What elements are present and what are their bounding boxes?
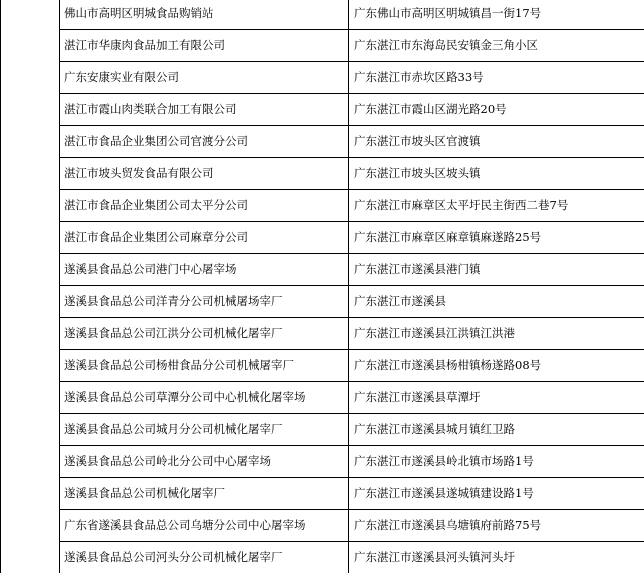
enterprise-name-cell: 湛江市食品企业集团公司麻章分公司 <box>60 222 349 254</box>
address-cell: 广东湛江市遂溪县城月镇红卫路 <box>349 414 644 446</box>
index-cell <box>1 222 60 254</box>
enterprise-name-cell: 遂溪县食品总公司杨柑食品分公司机械屠宰厂 <box>60 350 349 382</box>
enterprise-name-cell: 佛山市高明区明城食品购销站 <box>60 0 349 30</box>
index-cell <box>1 382 60 414</box>
index-cell <box>1 318 60 350</box>
address-cell: 广东湛江市霞山区湖光路20号 <box>349 94 644 126</box>
enterprise-name-cell: 遂溪县食品总公司洋青分公司机械屠场宰厂 <box>60 286 349 318</box>
index-cell <box>1 62 60 94</box>
table-row <box>1 62 644 94</box>
index-cell <box>1 158 60 190</box>
enterprise-name-cell: 遂溪县食品总公司草潭分公司中心机械化屠宰场 <box>60 382 349 414</box>
address-cell: 广东湛江市麻章区太平圩民主街西二巷7号 <box>349 190 644 222</box>
address-cell: 广东湛江市赤坎区路33号 <box>349 62 644 94</box>
address-cell: 广东湛江市遂溪县草潭圩 <box>349 382 644 414</box>
enterprise-name-cell: 湛江市霞山肉类联合加工有限公司 <box>60 94 349 126</box>
address-cell: 广东湛江市东海岛民安镇金三角小区 <box>349 30 644 62</box>
table-row <box>1 478 644 510</box>
enterprise-name-cell: 湛江市食品企业集团公司太平分公司 <box>60 190 349 222</box>
address-cell: 广东湛江市遂溪县乌塘镇府前路75号 <box>349 510 644 542</box>
table-row <box>1 446 644 478</box>
table-row <box>1 0 644 30</box>
address-cell: 广东湛江市麻章区麻章镇麻遂路25号 <box>349 222 644 254</box>
index-cell <box>1 446 60 478</box>
index-cell <box>1 478 60 510</box>
address-cell: 广东湛江市遂溪县 <box>349 286 644 318</box>
enterprise-table-body <box>1 0 644 573</box>
table-row <box>1 318 644 350</box>
index-cell <box>1 542 60 573</box>
index-cell <box>1 30 60 62</box>
enterprise-name-cell: 湛江市坡头贸发食品有限公司 <box>60 158 349 190</box>
enterprise-name-cell: 遂溪县食品总公司机械化屠宰厂 <box>60 478 349 510</box>
address-cell: 广东湛江市坡头区坡头镇 <box>349 158 644 190</box>
index-cell <box>1 0 60 30</box>
table-row <box>1 350 644 382</box>
address-cell: 广东湛江市遂溪县河头镇河头圩 <box>349 542 644 573</box>
table-row <box>1 510 644 542</box>
table-row <box>1 94 644 126</box>
address-cell: 广东湛江市遂溪县岭北镇市场路1号 <box>349 446 644 478</box>
table-row <box>1 190 644 222</box>
address-cell: 广东佛山市高明区明城镇昌一街17号 <box>349 0 644 30</box>
index-cell <box>1 286 60 318</box>
address-cell: 广东湛江市遂溪县杨柑镇杨遂路08号 <box>349 350 644 382</box>
enterprise-name-cell: 遂溪县食品总公司岭北分公司中心屠宰场 <box>60 446 349 478</box>
index-cell <box>1 126 60 158</box>
table-row <box>1 542 644 573</box>
index-cell <box>1 350 60 382</box>
index-cell <box>1 510 60 542</box>
enterprise-name-cell: 湛江市华康肉食品加工有限公司 <box>60 30 349 62</box>
table-row <box>1 158 644 190</box>
enterprise-name-cell: 广东省遂溪县食品总公司乌塘分公司中心屠宰场 <box>60 510 349 542</box>
table-row <box>1 286 644 318</box>
table-row <box>1 414 644 446</box>
address-cell: 广东湛江市遂溪县港门镇 <box>349 254 644 286</box>
enterprise-name-cell: 湛江市食品企业集团公司官渡分公司 <box>60 126 349 158</box>
index-cell <box>1 94 60 126</box>
address-cell: 广东湛江市坡头区官渡镇 <box>349 126 644 158</box>
index-cell <box>1 414 60 446</box>
enterprise-name-cell: 遂溪县食品总公司河头分公司机械化屠宰厂 <box>60 542 349 573</box>
address-cell: 广东湛江市遂溪县江洪镇江洪港 <box>349 318 644 350</box>
table-row <box>1 222 644 254</box>
table-row <box>1 382 644 414</box>
enterprise-name-cell: 遂溪县食品总公司港门中心屠宰场 <box>60 254 349 286</box>
table-row <box>1 126 644 158</box>
table-row <box>1 30 644 62</box>
index-cell <box>1 254 60 286</box>
enterprise-name-cell: 遂溪县食品总公司江洪分公司机械化屠宰厂 <box>60 318 349 350</box>
address-cell: 广东湛江市遂溪县遂城镇建设路1号 <box>349 478 644 510</box>
enterprise-name-cell: 遂溪县食品总公司城月分公司机械化屠宰厂 <box>60 414 349 446</box>
table-row <box>1 254 644 286</box>
index-cell <box>1 190 60 222</box>
enterprise-name-cell: 广东安康实业有限公司 <box>60 62 349 94</box>
